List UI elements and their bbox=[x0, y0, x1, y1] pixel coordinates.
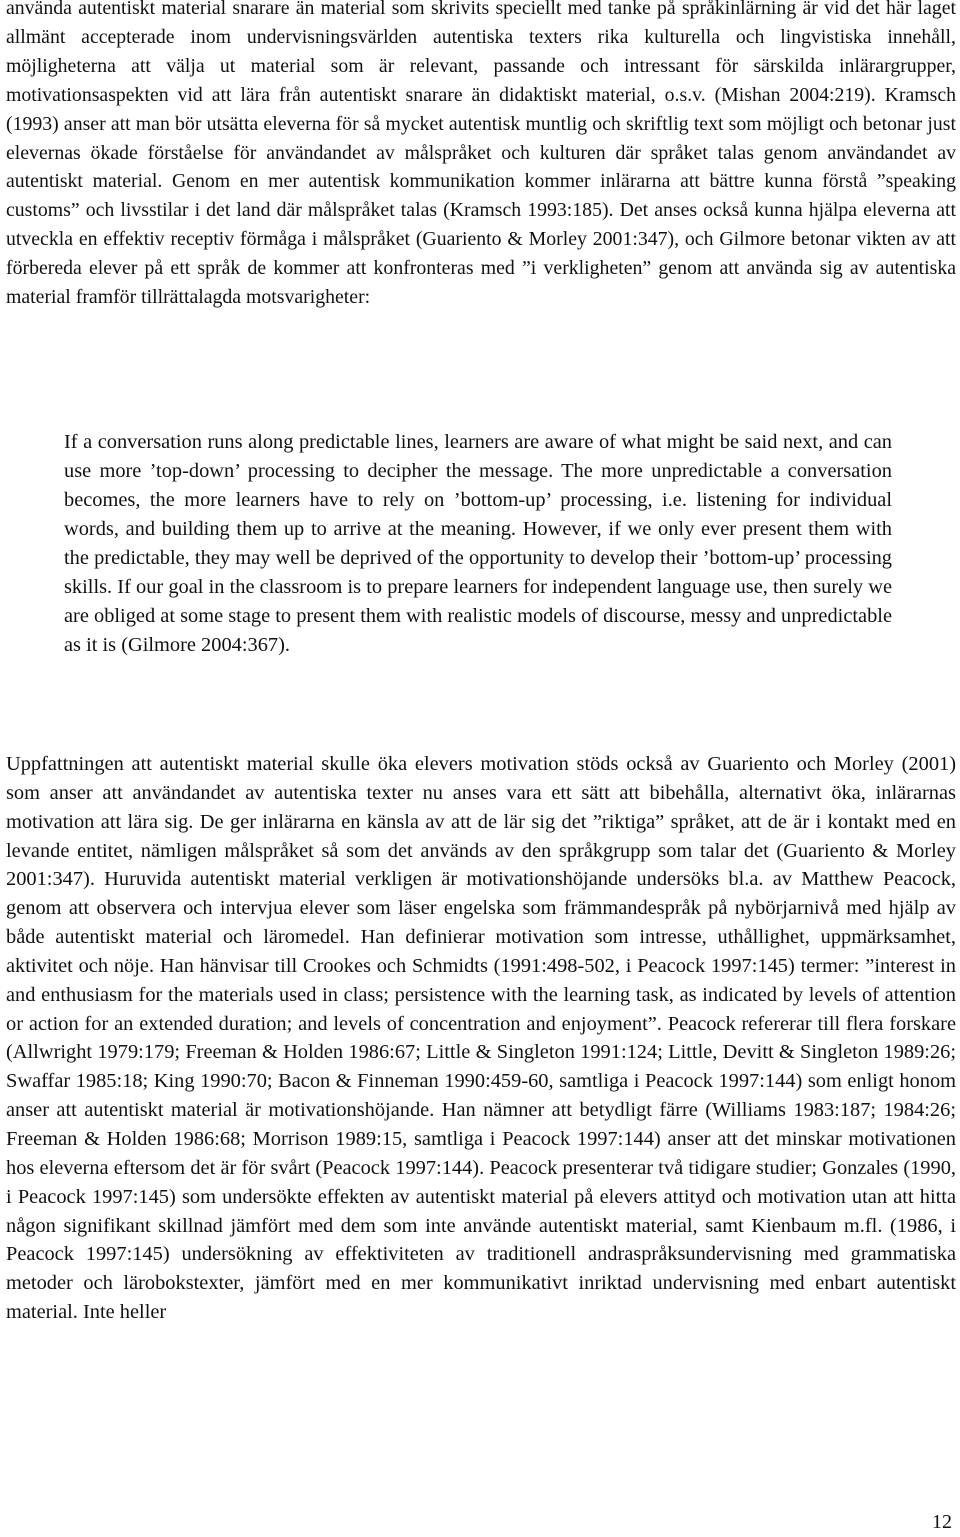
page-number: 12 bbox=[932, 1511, 952, 1533]
body-paragraph-2: Uppfattningen att autentiskt material skulle öka elevers motivation stöds också av Guariento och Morley (2001) som anser att användandet av autentiska texter nu anses vara ett sätt att bibehålla, alternativt öka, inlärarnas motivation att lära sig. De ger inlärarna en känsla av att de lär sig det ”riktiga” språket, att de är i kontakt med en levande entitet, nämligen målspråket så som det används av den språkgrupp som talar det (Guariento & Morley 2001:347). Huruvida autentiskt material verkligen är motivationshöjande undersöks bl.a. av Matthew Peacock, genom att observera och intervjua elever som läser engelska som främmandespråk på nybörjarnivå med hjälp av både autentiskt material och läromedel. Han definierar motivation som intresse, uthållighet, uppmärksamhet, aktivitet och nöje. Han hänvisar till Crookes och Schmidts (1991:498-502, i Peacock 1997:145) termer: ”interest in and enthusiasm for the materials used in class; persistence with the learning task, as indicated by levels of attention or action for an extended duration; and levels of concentration and enjoyment”. Peacock refererar till flera forskare (Allwright 1979:179; Freeman & Holden 1986:67; Little & Singleton 1991:124; Little, Devitt & Singleton 1989:26; Swaffar 1985:18; King 1990:70; Bacon & Finneman 1990:459-60, samtliga i Peacock 1997:144) som enligt honom anser att autentiskt material är motivationshöjande. Han nämner att betydligt färre (Williams 1983:187; 1984:26; Freeman & Holden 1986:68; Morrison 1989:15, samtliga i Peacock 1997:144) anser att det minskar motivationen hos eleverna eftersom det är för svårt (Peacock 1997:144). Peacock presenterar två tidigare studier; Gonzales (1990, i Peacock 1997:145) som undersökte effekten av autentiskt material på elevers attityd och motivation utan att hitta någon signifikant skillnad jämfört med dem som inte använde autentiskt material, samt Kienbaum m.fl. (1986, i Peacock 1997:145) undersökning av effektiviteten av traditionell andraspråksundervisning med grammatiska metoder och lärobokstexter, jämfört med en mer kommunikativt inriktad undervisning med enbart autentiskt material. Inte heller bbox=[6, 753, 956, 1324]
body-paragraph-1: använda autentiskt material snarare än material som skrivits speciellt med tanke på språkinlärning är vid det här laget allmänt accepterade inom undervisningsvärlden autentiska texters rika kulturella och lingvistiska innehåll, möjligheterna att välja ut material som är relevant, passande och intressant för särskilda inlärargrupper, motivationsaspekten vid att lära från autentiskt snarare än didaktiskt material, o.s.v. (Mishan 2004:219). Kramsch (1993) anser att man bör utsätta eleverna för så mycket autentisk muntlig och skriftlig text som möjligt och betonar just elevernas ökade förståelse för användandet av målspråket och kulturen där språket talas genom användandet av autentiskt material. Genom en mer autentisk kommunikation kommer inlärarna att bättre kunna förstå ”speaking customs” och livsstilar i det land där målspråket talas (Kramsch 1993:185). Det anses också kunna hjälpa eleverna att utveckla en effektiv receptiv förmåga i målspråket (Guariento & Morley 2001:347), och Gilmore betonar vikten av att förbereda elever på ett språk de kommer att konfronteras med ”i verkligheten” genom att använda sig av autentiska material framför tillrättalagda motsvarigheter: bbox=[6, 0, 956, 309]
block-quote: If a conversation runs along predictable lines, learners are aware of what might be said next, and can use more ’top-down’ processing to decipher the message. The more unpredictable a conversation becomes, the more learners have to rely on ’bottom-up’ processing, i.e. listening for individual words, and building them up to arrive at the meaning. However, if we only ever present them with the predictable, they may well be deprived of the opportunity to develop their ’bottom-up’ processing skills. If our goal in the classroom is to prepare learners for independent language use, then surely we are obliged at some stage to present them with realistic models of discourse, messy and unpredictable as it is (Gilmore 2004:367). bbox=[64, 431, 892, 656]
